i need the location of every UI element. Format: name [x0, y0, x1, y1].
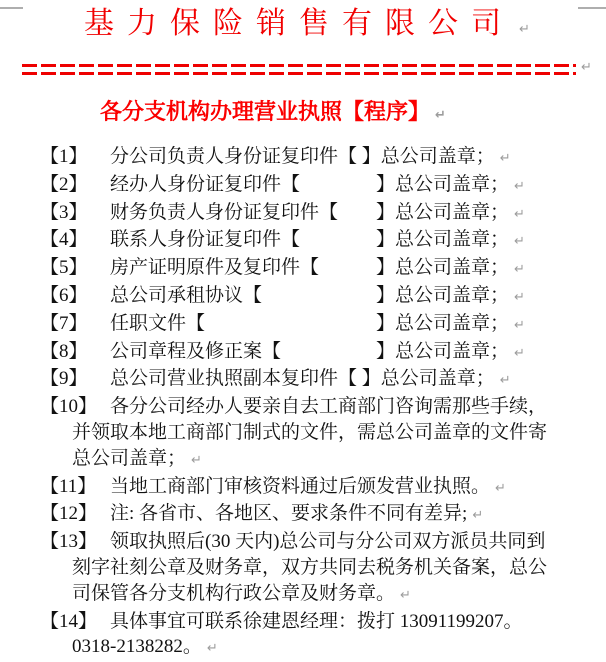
item-line: [72, 609, 606, 635]
paragraph-mark-icon: ↵: [514, 178, 525, 194]
list-item-12: [0, 501, 606, 529]
item-number: 【5】: [40, 257, 88, 279]
item-text: 房产证明原件及复印件【 】总公司盖章；: [110, 257, 510, 279]
item-number: 【2】: [40, 173, 88, 195]
item-line: [72, 172, 606, 200]
item-number: 【7】: [40, 312, 88, 334]
paragraph-mark-icon: ↵: [499, 373, 511, 389]
page-boundary-mark-right: [578, 7, 606, 9]
item-line: [72, 283, 606, 311]
item-line: [72, 255, 606, 283]
paragraph-mark-icon: ↵: [495, 480, 506, 496]
paragraph-mark-icon: ↵: [499, 151, 511, 166]
item-text: 总公司盖章；: [72, 447, 187, 469]
paragraph-mark-icon: ↵: [472, 508, 484, 524]
item-number: 【3】: [40, 201, 88, 223]
page-title: [0, 7, 606, 47]
list-item-8: [0, 339, 606, 367]
item-number: 【13】: [40, 531, 98, 553]
item-text: 公司章程及修正案【 】总公司盖章；: [110, 340, 510, 362]
item-line: [72, 227, 606, 255]
list-item-11: [0, 474, 606, 502]
list-item-14: [0, 609, 606, 662]
item-line: [72, 501, 606, 529]
paragraph-mark-icon: ↵: [514, 345, 525, 361]
item-text: 当地工商部门审核资料通过后颁发营业执照。: [110, 475, 491, 497]
paragraph-mark-icon: ↵: [400, 587, 411, 603]
item-text: 联系人身份证复印件【 】总公司盖章；: [110, 229, 510, 251]
list-item-7: [0, 311, 606, 339]
item-number: 【4】: [40, 229, 88, 251]
item-line: [72, 200, 606, 228]
item-text: 注: 各省市、各地区、要求条件不同有差异;: [110, 503, 468, 525]
item-number: 【9】: [40, 368, 88, 390]
item-number: 【6】: [40, 284, 88, 306]
list-item-6: [0, 283, 606, 311]
item-text: 并领取本地工商部门制式的文件，需总公司盖章的文件寄: [72, 421, 548, 443]
list-item-13: [0, 529, 606, 608]
item-number: 【12】: [40, 503, 98, 525]
item-line: [72, 474, 606, 502]
item-line: [72, 420, 606, 446]
paragraph-mark-icon: ↵: [206, 641, 218, 657]
item-text: 领取执照后(30 天内)总公司与分公司双方派员共同到: [110, 531, 546, 553]
item-text: 经办人身份证复印件【 】总公司盖章；: [110, 173, 510, 195]
double-line-separator: [22, 60, 606, 75]
item-number: 【14】: [40, 610, 98, 632]
item-line: [72, 555, 606, 581]
double-dashed-line: [22, 64, 576, 75]
list-item-10: [0, 394, 606, 473]
section-heading-text: 各分支机构办理营业执照【程序】: [100, 99, 431, 124]
item-text: 刻字社刻公章及财务章，双方共同去税务机关备案，总公: [72, 556, 548, 578]
item-line: [72, 366, 606, 394]
item-text: 0318-2138282。: [72, 636, 202, 658]
item-number: 【8】: [40, 340, 88, 362]
item-line: [72, 394, 606, 420]
item-line: [72, 144, 606, 172]
list-item-9: [0, 366, 606, 394]
paragraph-mark-icon: ↵: [514, 317, 525, 333]
paragraph-mark-icon: ↵: [514, 289, 525, 305]
paragraph-mark-icon: ↵: [435, 108, 446, 123]
page-boundary-mark-left: [0, 7, 23, 9]
item-line: [72, 339, 606, 367]
paragraph-mark-icon: ↵: [514, 262, 525, 278]
item-line: [72, 581, 606, 609]
list-item-3: [0, 200, 606, 228]
item-number: 【11】: [40, 475, 97, 497]
item-text: 任职文件【 】总公司盖章；: [110, 312, 510, 334]
list-item-5: [0, 255, 606, 283]
item-text: 总公司营业执照副本复印件【 】总公司盖章；: [110, 368, 495, 390]
item-line: [72, 311, 606, 339]
item-line: [72, 529, 606, 555]
item-line: [72, 634, 606, 662]
paragraph-mark-icon: ↵: [514, 206, 525, 222]
paragraph-mark-icon: ↵: [191, 452, 202, 468]
item-text: 财务负责人身份证复印件【 】总公司盖章；: [110, 201, 510, 223]
section-heading: [0, 98, 606, 130]
paragraph-mark-icon: ↵: [519, 22, 530, 37]
item-number: 【1】: [40, 146, 88, 167]
item-text: 分公司负责人身份证复印件【 】总公司盖章；: [110, 146, 495, 167]
paragraph-mark-icon: ↵: [514, 234, 525, 250]
item-text: 具体事宜可联系徐建恩经理：拨打 13091199207。: [110, 610, 523, 632]
company-name: 基力保险销售有限公司: [84, 7, 514, 40]
list-item-2: [0, 172, 606, 200]
procedure-list: [0, 144, 606, 662]
item-text: 总公司承租协议【 】总公司盖章；: [110, 284, 510, 306]
item-text: 各分公司经办人要亲自去工商部门咨询需那些手续，: [110, 396, 548, 418]
item-line: [72, 446, 606, 474]
list-item-4: [0, 227, 606, 255]
item-number: 【10】: [40, 396, 98, 418]
item-text: 司保管各分支机构行政公章及财务章。: [72, 582, 396, 604]
paragraph-mark-icon: ↵: [581, 60, 592, 75]
list-item-1: [0, 144, 606, 172]
